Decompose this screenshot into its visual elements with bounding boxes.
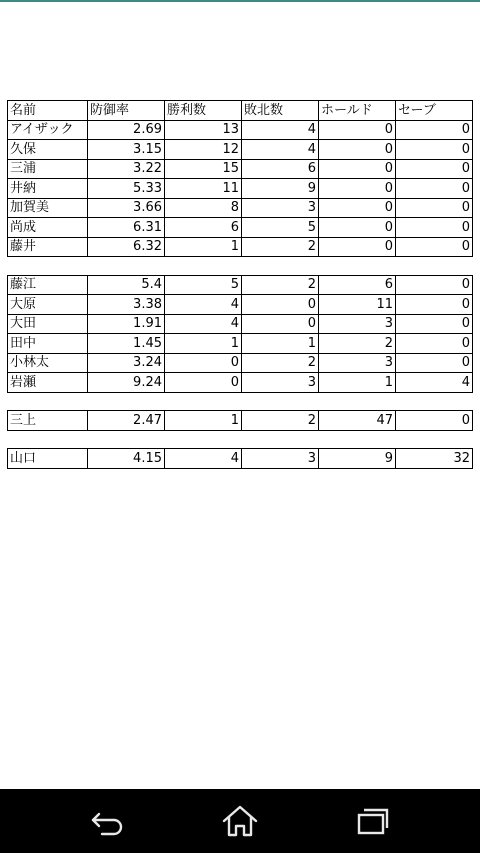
header-cell[interactable]: 防御率 — [88, 101, 165, 121]
value-cell[interactable]: 4 — [165, 295, 242, 315]
value-cell[interactable]: 3 — [319, 314, 396, 334]
name-cell[interactable]: 加賀美 — [8, 198, 88, 218]
value-cell[interactable]: 5 — [165, 275, 242, 295]
value-cell[interactable]: 11 — [165, 179, 242, 199]
table-row — [8, 198, 473, 218]
header-cell[interactable]: 敗北数 — [242, 101, 319, 121]
spreadsheet — [7, 100, 472, 469]
value-cell[interactable]: 1 — [319, 373, 396, 393]
value-cell[interactable]: 5.33 — [88, 179, 165, 199]
group-spacer — [7, 431, 472, 449]
group-spacer — [7, 257, 472, 275]
value-cell[interactable]: 0 — [396, 314, 473, 334]
value-cell[interactable]: 2.47 — [88, 411, 165, 431]
value-cell[interactable]: 0 — [242, 314, 319, 334]
value-cell[interactable]: 0 — [165, 353, 242, 373]
value-cell[interactable]: 1 — [165, 411, 242, 431]
value-cell[interactable]: 3.38 — [88, 295, 165, 315]
recent-apps-button[interactable] — [340, 799, 404, 843]
value-cell[interactable]: 0 — [319, 140, 396, 160]
value-cell[interactable]: 1.91 — [88, 314, 165, 334]
name-cell[interactable]: 三上 — [8, 411, 88, 431]
value-cell[interactable]: 9 — [319, 449, 396, 469]
value-cell[interactable]: 9 — [242, 179, 319, 199]
value-cell[interactable]: 0 — [319, 159, 396, 179]
data-table — [7, 275, 473, 393]
table-row — [8, 218, 473, 238]
value-cell[interactable]: 6.31 — [88, 218, 165, 238]
value-cell[interactable]: 1 — [165, 334, 242, 354]
value-cell[interactable]: 13 — [165, 120, 242, 140]
value-cell[interactable]: 1 — [242, 334, 319, 354]
value-cell[interactable]: 5 — [242, 218, 319, 238]
table-row — [8, 373, 473, 393]
value-cell[interactable]: 1 — [165, 237, 242, 257]
value-cell[interactable]: 0 — [396, 237, 473, 257]
value-cell[interactable]: 4.15 — [88, 449, 165, 469]
value-cell[interactable]: 6 — [165, 218, 242, 238]
name-cell[interactable]: 小林太 — [8, 353, 88, 373]
value-cell[interactable]: 5.4 — [88, 275, 165, 295]
value-cell[interactable]: 2.69 — [88, 120, 165, 140]
value-cell[interactable]: 2 — [242, 237, 319, 257]
value-cell[interactable]: 6 — [319, 275, 396, 295]
table-row — [8, 411, 473, 431]
value-cell[interactable]: 0 — [396, 275, 473, 295]
value-cell[interactable]: 2 — [242, 275, 319, 295]
table-row — [8, 140, 473, 160]
header-cell[interactable]: ホールド — [319, 101, 396, 121]
value-cell[interactable]: 3 — [242, 373, 319, 393]
value-cell[interactable]: 0 — [396, 353, 473, 373]
name-cell[interactable]: 藤井 — [8, 237, 88, 257]
navigation-bar — [0, 789, 480, 853]
name-cell[interactable]: アイザック — [8, 120, 88, 140]
value-cell[interactable]: 0 — [319, 120, 396, 140]
name-cell[interactable]: 井納 — [8, 179, 88, 199]
value-cell[interactable]: 0 — [396, 140, 473, 160]
value-cell[interactable]: 47 — [319, 411, 396, 431]
value-cell[interactable]: 4 — [396, 373, 473, 393]
value-cell[interactable]: 4 — [242, 140, 319, 160]
table-row — [8, 179, 473, 199]
recent-apps-icon — [354, 806, 390, 836]
home-button[interactable] — [208, 799, 272, 843]
value-cell[interactable]: 3 — [242, 198, 319, 218]
value-cell[interactable]: 4 — [165, 314, 242, 334]
table-row — [8, 449, 473, 469]
value-cell[interactable]: 0 — [396, 218, 473, 238]
table-row — [8, 353, 473, 373]
value-cell[interactable]: 1.45 — [88, 334, 165, 354]
table-row — [8, 159, 473, 179]
status-accent-line — [0, 0, 480, 2]
name-cell[interactable]: 岩瀬 — [8, 373, 88, 393]
value-cell[interactable]: 3.22 — [88, 159, 165, 179]
value-cell[interactable]: 11 — [319, 295, 396, 315]
value-cell[interactable]: 0 — [242, 295, 319, 315]
table-row — [8, 314, 473, 334]
table-row — [8, 237, 473, 257]
data-table — [7, 410, 473, 431]
value-cell[interactable]: 3.15 — [88, 140, 165, 160]
value-cell[interactable]: 0 — [165, 373, 242, 393]
value-cell[interactable]: 0 — [396, 198, 473, 218]
group-spacer — [7, 393, 472, 411]
value-cell[interactable]: 0 — [396, 295, 473, 315]
data-table — [7, 100, 473, 257]
value-cell[interactable]: 0 — [396, 159, 473, 179]
value-cell[interactable]: 6.32 — [88, 237, 165, 257]
name-cell[interactable]: 久保 — [8, 140, 88, 160]
value-cell[interactable]: 32 — [396, 449, 473, 469]
name-cell[interactable]: 尚成 — [8, 218, 88, 238]
name-cell[interactable]: 藤江 — [8, 275, 88, 295]
value-cell[interactable]: 12 — [165, 140, 242, 160]
value-cell[interactable]: 3 — [242, 449, 319, 469]
name-cell[interactable]: 山口 — [8, 449, 88, 469]
header-cell[interactable]: 名前 — [8, 101, 88, 121]
back-icon — [90, 806, 126, 836]
value-cell[interactable]: 2 — [319, 334, 396, 354]
value-cell[interactable]: 3.66 — [88, 198, 165, 218]
value-cell[interactable]: 3 — [319, 353, 396, 373]
value-cell[interactable]: 3.24 — [88, 353, 165, 373]
value-cell[interactable]: 6 — [242, 159, 319, 179]
value-cell[interactable]: 0 — [396, 411, 473, 431]
value-cell[interactable]: 8 — [165, 198, 242, 218]
value-cell[interactable]: 0 — [319, 237, 396, 257]
table-row — [8, 295, 473, 315]
table-row — [8, 275, 473, 295]
value-cell[interactable]: 9.24 — [88, 373, 165, 393]
value-cell[interactable]: 0 — [319, 198, 396, 218]
value-cell[interactable]: 0 — [396, 120, 473, 140]
data-table — [7, 448, 473, 469]
table-row — [8, 334, 473, 354]
name-cell[interactable]: 田中 — [8, 334, 88, 354]
header-cell[interactable]: 勝利数 — [165, 101, 242, 121]
table-row — [8, 120, 473, 140]
name-cell[interactable]: 大原 — [8, 295, 88, 315]
value-cell[interactable]: 2 — [242, 353, 319, 373]
value-cell[interactable]: 2 — [242, 411, 319, 431]
header-row — [8, 101, 473, 121]
value-cell[interactable]: 4 — [165, 449, 242, 469]
name-cell[interactable]: 三浦 — [8, 159, 88, 179]
value-cell[interactable]: 0 — [319, 218, 396, 238]
value-cell[interactable]: 0 — [396, 179, 473, 199]
header-cell[interactable]: セーブ — [396, 101, 473, 121]
back-button[interactable] — [76, 799, 140, 843]
home-icon — [220, 804, 260, 838]
value-cell[interactable]: 15 — [165, 159, 242, 179]
value-cell[interactable]: 4 — [242, 120, 319, 140]
name-cell[interactable]: 大田 — [8, 314, 88, 334]
value-cell[interactable]: 0 — [319, 179, 396, 199]
value-cell[interactable]: 0 — [396, 334, 473, 354]
